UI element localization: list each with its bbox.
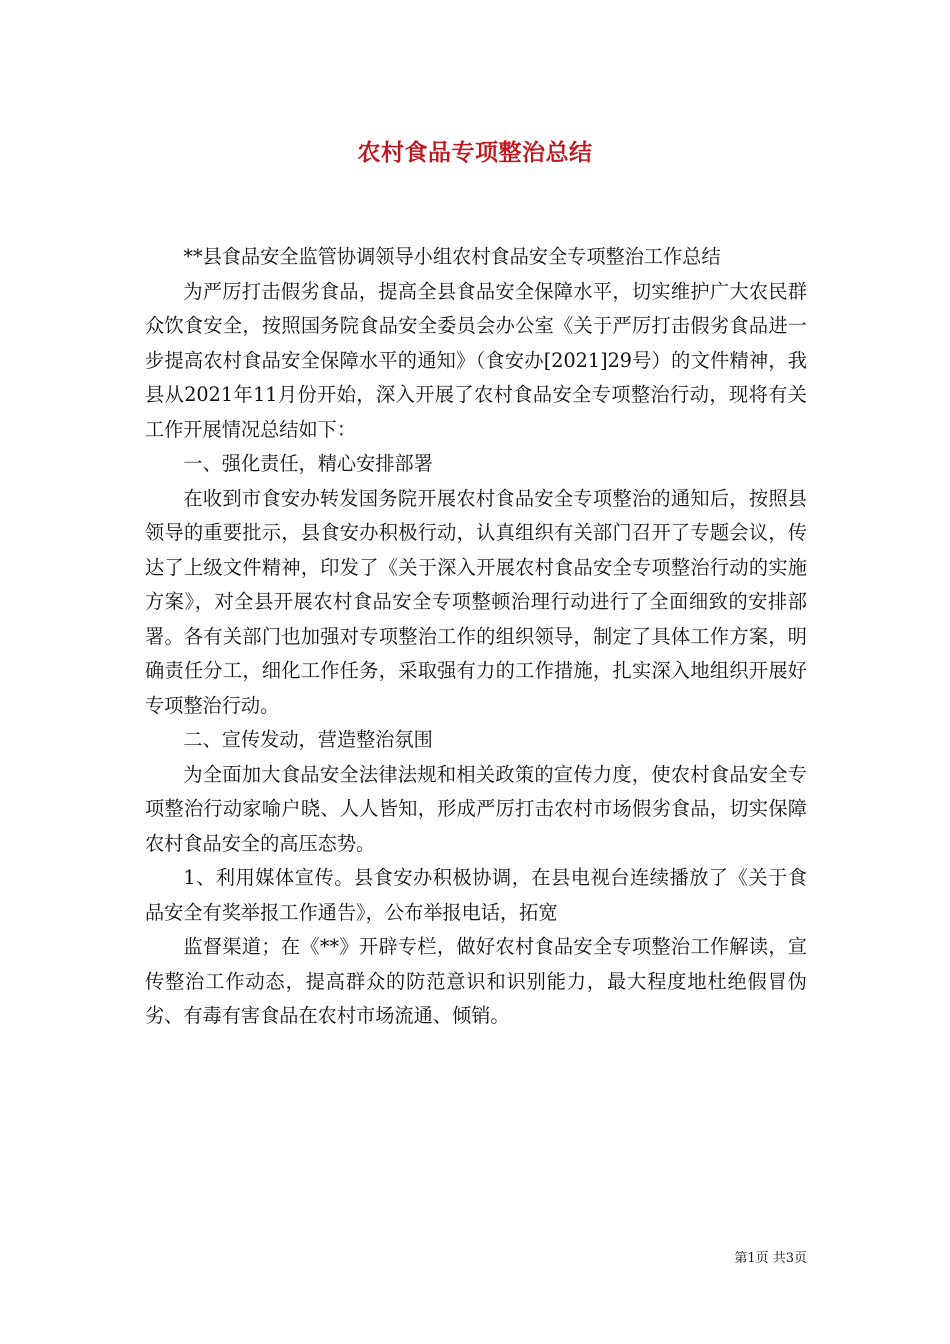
document-body [145,240,807,1034]
paragraph-media-1: 1、利用媒体宣传。县食安办积极协调，在县电视台连续播放了《关于食品安全有奖举报工作通告》，公布举报电话，拓宽 [145,866,807,924]
section-heading-2: 二、宣传发动，营造整治氛围 [183,728,433,751]
paragraph-intro: 为严厉打击假劣食品，提高全县食品安全保障水平，切实维护广大农民群众饮食安全，按照国务院食品安全委员会办公室《关于严厉打击假劣食品进一步提高农村食品安全保障水平的通知》（食安办[2021]29号）的文件精神，我县从2021年11月份开始，深入开展了农村食品安全专项整治行动，现将有关工作开展情况总结如下： [145,279,807,441]
paragraph-media-2: 监督渠道；在《**》开辟专栏，做好农村食品安全专项整治工作解读，宣传整治工作动态，提高群众的防范意识和识别能力，最大程度地杜绝假冒伪劣、有毒有害食品在农村市场流通、倾销。 [145,935,807,1027]
paragraph-section-1: 在收到市食安办转发国务院开展农村食品安全专项整治的通知后，按照县领导的重要批示，县食安办积极行动，认真组织有关部门召开了专题会议，传达了上级文件精神，印发了《关于深入开展农村食品安全专项整治行动的实施方案》，对全县开展农村食品安全专项整顿治理行动进行了全面细致的安排部署。各有关部门也加强对专项整治工作的组织领导，制定了具体工作方案，明确责任分工，细化工作任务，采取强有力的工作措施，扎实深入地组织开展好专项整治行动。 [145,486,807,717]
page-number-footer: 第1页 共3页 [734,1251,807,1266]
paragraph-section-2: 为全面加大食品安全法律法规和相关政策的宣传力度，使农村食品安全专项整治行动家喻户晓、人人皆知，形成严厉打击农村市场假劣食品，切实保障农村食品安全的高压态势。 [145,762,807,855]
section-heading-1: 一、强化责任，精心安排部署 [183,452,433,475]
document-title: 农村食品专项整治总结 [357,139,593,166]
paragraph-heading-line: **县食品安全监管协调领导小组农村食品安全专项整治工作总结 [183,245,721,268]
